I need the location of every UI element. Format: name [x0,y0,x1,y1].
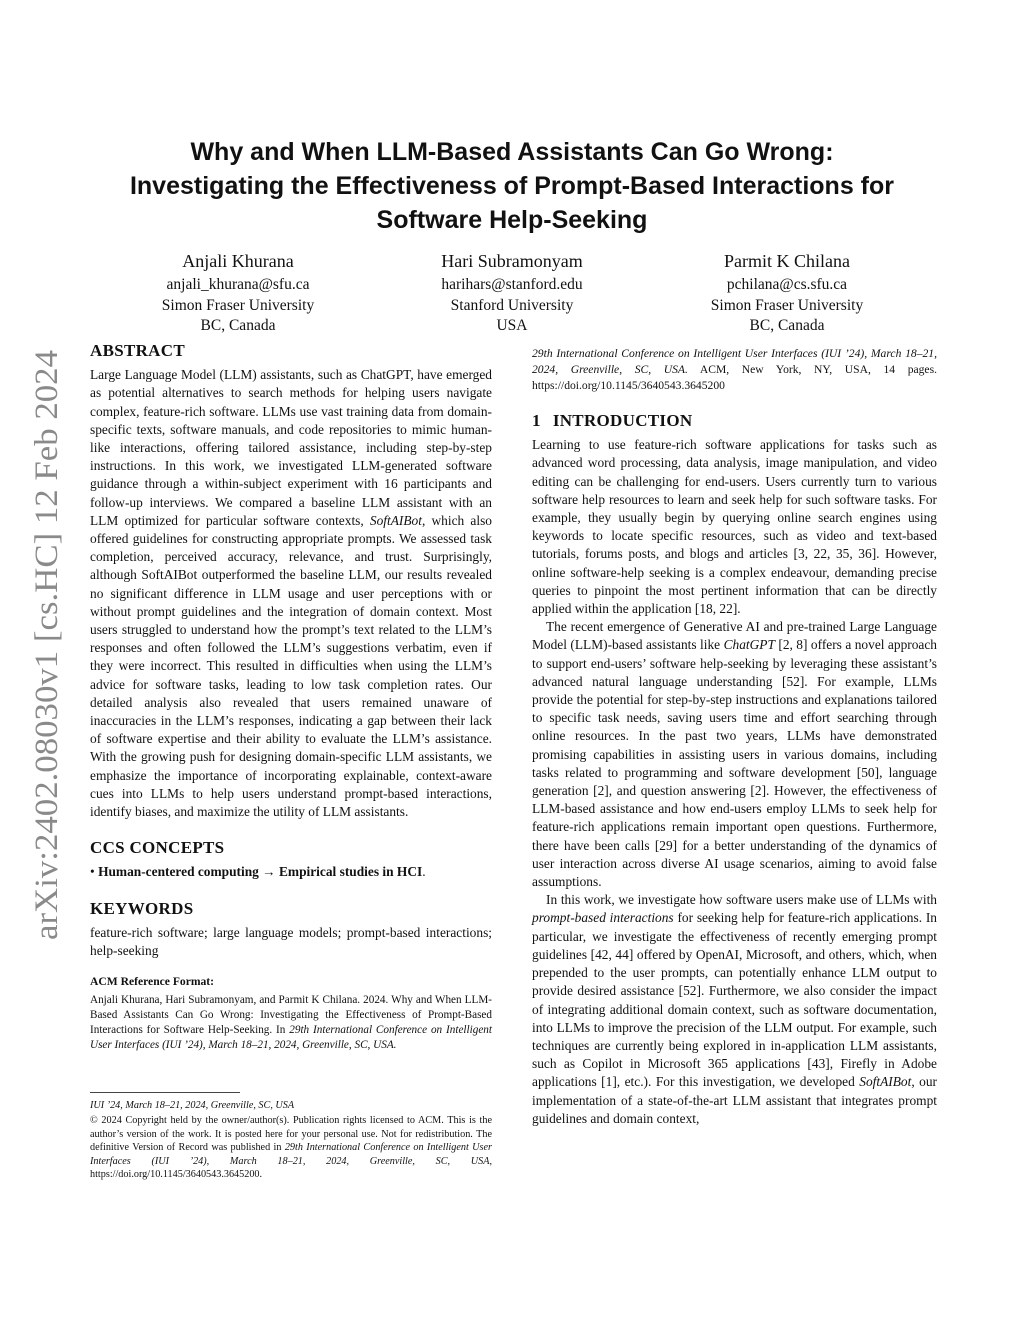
section-number: 1 [532,411,541,430]
abstract-text [90,366,492,821]
intro-p3-b: for seeking help for feature-rich applications. In particular, we investigate the effectiveness of recently emerging prompt guidelines [42, 44] offered by OpenAI, Microsoft, and others, which, when prepended to the user prompts, can potentially enhance LLM output to provide desired assistance [52]. Furthermore, we also consider the impact of integrating additional domain context, such as software documentation, into LLMs to improve the precision of the LLM output. For example, such techniques are currently being explored in in-application LLM assistants, such as Copilot in Microsoft 365 applications [43], Firefly in Adobe applications [1], etc.). For this investigation, we developed [532,910,937,1090]
author-name: Parmit K Chilana [724,251,850,271]
arxiv-identifier-stamp [22,350,68,950]
abstract-softaibot: SoftAIBot [369,512,422,528]
acm-reference-venue: 29th International Conference on Intelligent User Interfaces (IUI ’24), March 18–21, 2024, Greenville, SC, USA. [90,1023,492,1052]
author-1 [88,250,388,337]
pubinfo-venue: 29th International Conference on Intelligent User Interfaces (IUI ’24), March 18–21, 2024, Greenville, SC, USA. [532,347,937,376]
intro-p3-c: , our implementation of a state-of-the-art LLM assistant that integrates prompt guidelines and domain context, [532,1074,938,1126]
author-location: BC, Canada [749,317,825,334]
ccs-arrow: → [262,864,276,880]
acm-reference-format [90,974,492,1053]
author-affiliation: Stanford University [450,296,574,314]
intro-p2-chatgpt: ChatGPT [723,637,775,653]
footnote-venue: 29th International Conference on Intelligent User Interfaces (IUI ’24), March 18–21, 2024, Greenville, SC, USA [90,1142,492,1167]
author-2 [362,250,662,337]
author-affiliation: Simon Fraser University [710,296,864,314]
intro-p3-a: In this work, we investigate how software users make use of LLMs with [546,892,937,908]
ccs-heading: CCS CONCEPTS [90,838,225,858]
ccs-subconcept: Empirical studies in HCI [278,864,423,880]
author-affiliation: Simon Fraser University [161,296,315,314]
intro-p3-softaibot: SoftAIBot [859,1074,912,1090]
acm-reference-heading: ACM Reference Format: [90,975,215,989]
footnote-conference: IUI ’24, March 18–21, 2024, Greenville, SC, USA [90,1100,295,1111]
left-column [90,342,492,1053]
arxiv-stamp-svg [22,350,68,950]
abstract-part-2: , which also offered guidelines for constructing appropriate prompts. We assessed task completion, perceived accuracy, relevance, and trust. Surprisingly, although SoftAIBot outperformed the baseline LLM, our results revealed no significant difference in LLM usage and user perceptions with or without prompt guidelines and the integration of domain context. Most users struggled to understand how the prompt’s text related to the LLM’s responses and often followed the LLM’s suggestions verbatim, even if they were incorrect. This resulted in difficulties when using the LLM’s advice for software tasks, leading to low task completion rates. Our detailed analysis also revealed that users remained unaware of inaccuracies in the LLM’s responses, indicating a gap between their lack of software expertise and their ability to evaluate the LLM’s assistance. With the growing push for designing domain-specific LLM assistants, we emphasize the importance of incorporating explainable, context-aware cues into LLMs to help users understand prompt-based interactions, identify biases, and maximize the utility of LLM assistants. [90,512,492,820]
acm-reference-continuation [532,346,937,394]
intro-paragraph-1: Learning to use feature-rich software applications for tasks such as advanced word processing, data analysis, image manipulation, and video editing can be challenging for end-users. Users currently turn to various software help resources to learn and seek help for such software tasks. For example, they usually begin by querying online search engines using keywords to locate specific resources, such as video and text-based tutorials, forums posts, and blogs and articles [3, 22, 35, 36]. However, online software-help seeking is a complex endeavour, demanding precise queries to pinpoint the most pertinent information that can be directly applied within the application [18, 22]. [532,437,937,617]
section-title: INTRODUCTION [552,411,693,430]
author-email: pchilana@cs.sfu.ca [726,276,848,293]
ccs-concepts [90,863,492,881]
footnote-copyright-text: © 2024 Copyright held by the owner/author(s). Publication rights licensed to ACM. This is the author’s version of the work. It is posted here for your personal use. Not for redistribution. The definitive Version of Record was published in [90,1115,492,1154]
right-column [532,346,937,1128]
footnote-copyright [90,1114,492,1181]
author-name: Hari Subramonyam [441,251,583,271]
author-location: USA [496,317,528,334]
title-line-1: Why and When LLM-Based Assistants Can Go Wrong: [190,138,834,166]
abstract-heading: ABSTRACT [90,341,185,360]
introduction-heading [532,412,937,430]
ccs-concept: Human-centered computing [98,864,259,880]
author-3 [637,250,937,337]
keywords-text: feature-rich software; large language models; prompt-based interactions; help-seeking [90,924,492,959]
paper-title [60,135,964,237]
ccs-bullet: • [90,864,95,880]
intro-p2-a: The recent emergence of Generative AI and pre-trained Large Language Model (LLM)-based assistants like [532,619,937,653]
title-line-2: Investigating the Effectiveness of Prompt-Based Interactions for [129,172,895,200]
arxiv-stamp-text: arXiv:2402.08030v1 [cs.HC] 12 Feb 2024 [29,380,65,940]
footnote-doi: , https://doi.org/10.1145/3640543.3645200. [90,1155,492,1181]
pubinfo-text: ACM, New York, NY, USA, 14 pages. https://doi.org/10.1145/3640543.3645200 [532,363,937,392]
author-email: anjali_khurana@sfu.ca [166,276,310,293]
ccs-period: . [422,864,426,880]
intro-p2-b: [2, 8] offers a novel approach to support end-users’ software help-seeking by leveraging these assistant’s advanced natural language understanding [52]. For example, LLMs provide the potential for step-by-step instructions and explanations tailored to specific task needs, saving users time and effort searching through online resources. In the past two years, LLMs have demonstrated promising capabilities in assisting users in various domains, including tasks related to programming and software development [50], language generation [2], and question answering [2]. However, the effectiveness of LLM-based assistance and how end-users employ LLMs to seek help for feature-rich applications remain important open questions. Furthermore, there have been calls [29] for a better understanding of the dynamics of user interaction across diverse AI usage scenarios, aiming to avoid false assumptions. [532,637,937,890]
copyright-footnote [90,1092,492,1181]
keywords-heading: KEYWORDS [90,898,194,918]
author-location: BC, Canada [200,317,276,334]
acm-reference-text-1: Anjali Khurana, Hari Subramonyam, and Parmit K Chilana. 2024. Why and When LLM-Based Assistants Can Go Wrong: Investigating the Effectiveness of Prompt-Based Interactions for Software Help-Seeking. In [90,993,492,1036]
intro-paragraph-3 [532,891,937,1128]
footnote-rule [90,1092,240,1093]
acm-reference-text [90,993,492,1054]
intro-p3-prompt: prompt-based interactions [532,910,674,926]
author-name: Anjali Khurana [182,251,294,271]
title-line-3: Software Help-Seeking [376,206,648,234]
intro-paragraph-2 [532,618,937,891]
author-email: harihars@stanford.edu [441,276,583,293]
abstract-part-1: Large Language Model (LLM) assistants, such as ChatGPT, have emerged as potential alternatives to search methods for helping users navigate complex, feature-rich software. LLMs use vast training data from domain-specific texts, software manuals, and code repositories to mimic human-like interactions, offering tailored assistance, including step-by-step instructions. In this work, we investigated LLM-generated software guidance through a within-subject experiment with 16 participants and follow-up interviews. We compared a baseline LLM assistant with an LLM optimized for particular software contexts, [90,367,492,528]
